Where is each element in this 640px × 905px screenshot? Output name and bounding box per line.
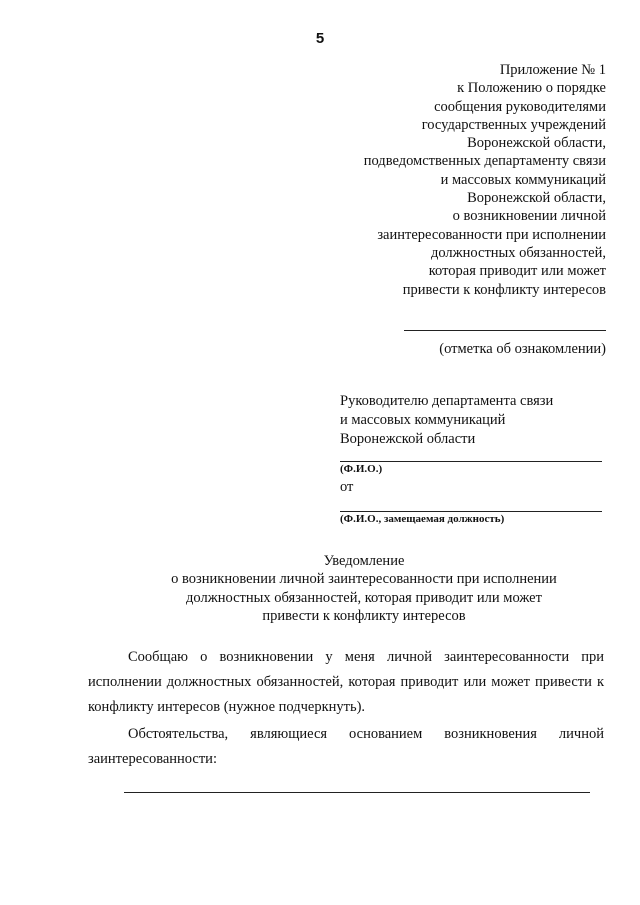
- notice-paragraph-1: Сообщаю о возникновении у меня личной заинтересованности при исполнении должностных обязанностей, которая приводит или может привести к конфликту интересов (нужное подчеркнуть).: [88, 649, 604, 715]
- addressee-line: и массовых коммуникаций: [340, 412, 506, 428]
- acknowledgement-caption: (отметка об ознакомлении): [439, 341, 606, 357]
- notice-title: Уведомление: [323, 553, 405, 569]
- appendix-line: о возникновении личной: [452, 208, 606, 225]
- appendix-line: и массовых коммуникаций: [440, 171, 606, 188]
- sender-fio-position-caption: (Ф.И.О., замещаемая должность): [340, 513, 505, 525]
- circumstances-line-end: заинтересованности:: [88, 751, 217, 767]
- appendix-line: Воронежской области,: [467, 135, 606, 152]
- appendix-line: к Положению о порядке: [457, 80, 606, 97]
- paragraph-word: основанием: [349, 726, 423, 742]
- page-number: 5: [315, 30, 325, 47]
- appendix-line: сообщения руководителями: [434, 98, 606, 115]
- head-fio-caption: (Ф.И.О.): [340, 463, 383, 475]
- appendix-line: привести к конфликту интересов: [402, 281, 606, 298]
- circumstances-line: [88, 722, 604, 747]
- notice-subtitle-line: привести к конфликту интересов: [262, 607, 466, 624]
- circumstances-field-line[interactable]: [124, 792, 590, 793]
- paragraph-word: возникновения: [444, 726, 537, 742]
- paragraph-word: являющиеся: [250, 726, 328, 742]
- appendix-line: Приложение № 1: [499, 62, 606, 78]
- addressee-line: Руководителю департамента связи: [340, 393, 554, 409]
- head-fio-field-line[interactable]: [340, 461, 602, 462]
- appendix-line: подведомственных департаменту связи: [363, 153, 606, 170]
- notice-paragraph-2: [88, 722, 604, 772]
- sender-fio-field-line[interactable]: [340, 511, 602, 512]
- appendix-header: [364, 61, 606, 299]
- from-label: от: [340, 479, 354, 495]
- appendix-line: должностных обязанностей,: [430, 244, 606, 261]
- addressee-line: Воронежской области: [340, 431, 476, 447]
- notice-subtitle-line: о возникновении личной заинтересованности при исполнении: [171, 571, 557, 588]
- acknowledgement-signature-line[interactable]: [404, 330, 606, 331]
- appendix-line: государственных учреждений: [421, 116, 606, 133]
- notice-subtitle-line: должностных обязанностей, которая приводит или может: [186, 589, 542, 606]
- paragraph-word: личной: [558, 726, 604, 742]
- notice-heading: [0, 552, 640, 625]
- appendix-line: Воронежской области,: [467, 190, 606, 207]
- appendix-line: заинтересованности при исполнении: [377, 226, 606, 243]
- appendix-line: которая приводит или может: [428, 263, 606, 280]
- addressee-block: [340, 392, 553, 449]
- paragraph-word: Обстоятельства,: [128, 726, 229, 742]
